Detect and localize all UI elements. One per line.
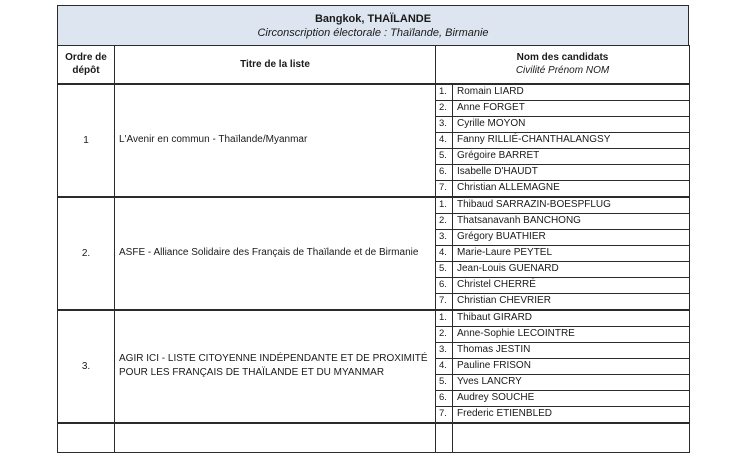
candidate-name: Thomas JESTIN (453, 342, 690, 358)
empty-cell (115, 423, 436, 453)
empty-cell (58, 423, 115, 453)
candidate-rank: 7. (436, 406, 453, 423)
candidate-name: Anne FORGET (453, 100, 690, 116)
candidate-name: Pauline FRISON (453, 358, 690, 374)
candidate-row (58, 310, 690, 327)
candidates-column-header (436, 46, 690, 84)
candidate-rank: 3. (436, 116, 453, 132)
candidate-rank: 3. (436, 229, 453, 245)
candidate-rank: 1. (436, 310, 453, 327)
candidates-column-title: Nom des candidats (516, 52, 609, 64)
empty-cell (436, 423, 453, 453)
candidate-rank: 7. (436, 180, 453, 197)
candidate-row (58, 84, 690, 101)
candidate-rank: 1. (436, 197, 453, 214)
list-title-column-header: Titre de la liste (115, 46, 436, 84)
list-title: ASFE - Alliance Solidaire des Français de Thaïlande et de Birmanie (115, 197, 436, 310)
list-order-number: 1 (58, 84, 115, 197)
candidate-rank: 6. (436, 277, 453, 293)
candidate-name: Yves LANCRY (453, 374, 690, 390)
constituency-header (57, 5, 689, 45)
candidate-name: Marie-Laure PEYTEL (453, 245, 690, 261)
candidate-name: Frederic ETIENBLED (453, 406, 690, 423)
candidate-rank: 5. (436, 148, 453, 164)
lists-body (58, 84, 690, 453)
candidate-name: Christel CHERRÉ (453, 277, 690, 293)
candidate-lists-table (57, 45, 690, 453)
candidate-rank: 2. (436, 213, 453, 229)
candidate-rank: 4. (436, 245, 453, 261)
candidate-name: Christian CHEVRIER (453, 293, 690, 310)
candidate-rank: 2. (436, 326, 453, 342)
candidate-name: Fanny RILLIÉ-CHANTHALANGSY (453, 132, 690, 148)
candidate-name: Thibaut GIRARD (453, 310, 690, 327)
list-title: L'Avenir en commun - Thaïlande/Myanmar (115, 84, 436, 197)
candidate-name: Thibaud SARRAZIN-BOESPFLUG (453, 197, 690, 214)
candidate-name: Anne-Sophie LECOINTRE (453, 326, 690, 342)
list-title: AGIR ICI - LISTE CITOYENNE INDÉPENDANTE ET DE PROXIMITÉ POUR LES FRANÇAIS DE THAÏLANDE ET DU MYANMAR (115, 310, 436, 423)
candidate-rank: 1. (436, 84, 453, 101)
list-order-number: 3. (58, 310, 115, 423)
empty-row (58, 423, 690, 453)
candidate-rank: 5. (436, 374, 453, 390)
candidate-name: Christian ALLEMAGNE (453, 180, 690, 197)
candidate-lists-document (57, 5, 689, 453)
candidate-name: Grégoire BARRET (453, 148, 690, 164)
candidate-name: Romain LIARD (453, 84, 690, 101)
candidate-rank: 2. (436, 100, 453, 116)
candidate-rank: 4. (436, 132, 453, 148)
candidate-name: Thatsanavanh BANCHONG (453, 213, 690, 229)
candidate-name: Audrey SOUCHE (453, 390, 690, 406)
candidate-rank: 4. (436, 358, 453, 374)
candidates-column-subtitle: Civilité Prénom NOM (515, 65, 610, 77)
candidate-rank: 5. (436, 261, 453, 277)
candidate-row (58, 197, 690, 214)
column-header-row (58, 46, 690, 84)
candidate-rank: 6. (436, 390, 453, 406)
candidate-rank: 3. (436, 342, 453, 358)
candidate-name: Grégory BUATHIER (453, 229, 690, 245)
candidate-name: Cyrille MOYON (453, 116, 690, 132)
candidate-rank: 6. (436, 164, 453, 180)
empty-cell (453, 423, 690, 453)
candidate-rank: 7. (436, 293, 453, 310)
candidate-name: Isabelle D'HAUDT (453, 164, 690, 180)
candidate-name: Jean-Louis GUENARD (453, 261, 690, 277)
constituency-title: Bangkok, THAÏLANDE (314, 13, 432, 25)
constituency-subtitle: Circonscription électorale : Thaïlande, Birmanie (257, 27, 489, 39)
order-column-header: Ordre de dépôt (58, 46, 115, 84)
list-order-number: 2. (58, 197, 115, 310)
